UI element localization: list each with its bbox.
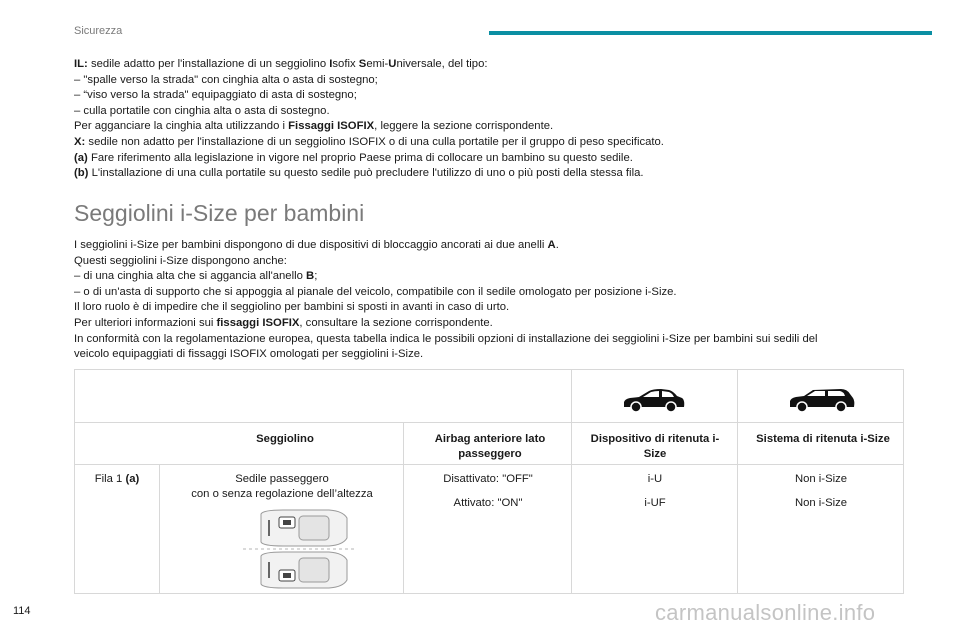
- car-hatchback-icon: [621, 388, 687, 414]
- il-line: IL: sedile adatto per l'installazione di un seggiolino Isofix Semi-Universale, del tipo:: [74, 58, 488, 70]
- isize-table: [74, 369, 904, 594]
- note-a: (a) Fare riferimento alla legislazione in vigore nel proprio Paese prima di collocare un bambino su questo sedile.: [74, 151, 633, 164]
- header-accent-bar: [489, 31, 932, 35]
- table-divider: [403, 423, 404, 593]
- section-label: Sicurezza: [74, 25, 123, 37]
- list-item: – “viso verso la strada" equipaggiato di asta di sostegno;: [74, 89, 357, 102]
- intro-text: [74, 57, 914, 182]
- column-header-system: Sistema di ritenuta i-Size: [756, 433, 890, 445]
- column-header-device: Dispositivo di ritenuta i-Size: [590, 433, 720, 460]
- table-divider: [75, 422, 903, 423]
- page-number: 114: [13, 605, 31, 617]
- car-suv-icon: [787, 388, 857, 414]
- x-line: X: sedile non adatto per l'installazione di un seggiolino ISOFIX o di una culla portatile per il gruppo di peso specificato.: [74, 135, 664, 148]
- airbag-on: Attivato: "ON": [453, 497, 523, 509]
- list-item: – "spalle verso la strada" con cinghia alta o asta di sostegno;: [74, 73, 378, 86]
- table-divider: [159, 465, 160, 593]
- list-item: – culla portatile con cinghia alta o asta di sostegno.: [74, 104, 330, 117]
- system-value: Non i-Size: [794, 473, 848, 485]
- table-divider: [571, 370, 572, 593]
- seat-description: Sedile passeggero con o senza regolazione dell’altezza: [191, 473, 373, 500]
- table-divider: [75, 464, 903, 465]
- system-value: Non i-Size: [794, 497, 848, 509]
- note-b: (b) L'installazione di una culla portatile su questo sedile può precludere l'utilizzo di uno o più posti della stessa fila.: [74, 167, 644, 180]
- section-title: Seggiolini i-Size per bambini: [74, 200, 365, 226]
- row-label: Fila 1 (a): [94, 473, 140, 485]
- airbag-off: Disattivato: "OFF": [443, 473, 533, 485]
- device-value: i-UF: [644, 497, 666, 509]
- column-header-seat: Seggiolino: [256, 433, 314, 445]
- table-divider: [737, 370, 738, 593]
- column-header-airbag: Airbag anteriore lato passeggero: [434, 433, 546, 460]
- seat-position-diagram: [243, 508, 357, 590]
- watermark: carmanualsonline.info: [655, 600, 876, 625]
- isize-text: I seggiolini i-Size per bambini dispongono di due dispositivi di bloccaggio ancorati ai due anelli A. Questi seggiolini i-Size dispongono anche: – di una cinghia alta che si aggancia all'anello B; – o di un'asta di supporto che si appoggia al pianale del veicolo, compatibile con il sedile omologato per posizione i-Size. Il loro ruolo è di impedire che il seggiolino per bambini si sposti in avanti in caso di urto. Per ulteriori informazioni sui fissaggi ISOFIX, consultare la sezione corrispondente. In conformità con la regolamentazione europea, questa tabella indica le possibili opzioni di installazione dei seggiolini i-Size per bambini sui sedili del veicolo equipaggiati di fissaggi ISOFIX omologati per seggiolini i-Size.: [74, 239, 818, 361]
- device-value: i-U: [647, 473, 663, 485]
- hook-line: Per agganciare la cinghia alta utilizzando i Fissaggi ISOFIX, leggere la sezione corrispondente.: [74, 120, 554, 133]
